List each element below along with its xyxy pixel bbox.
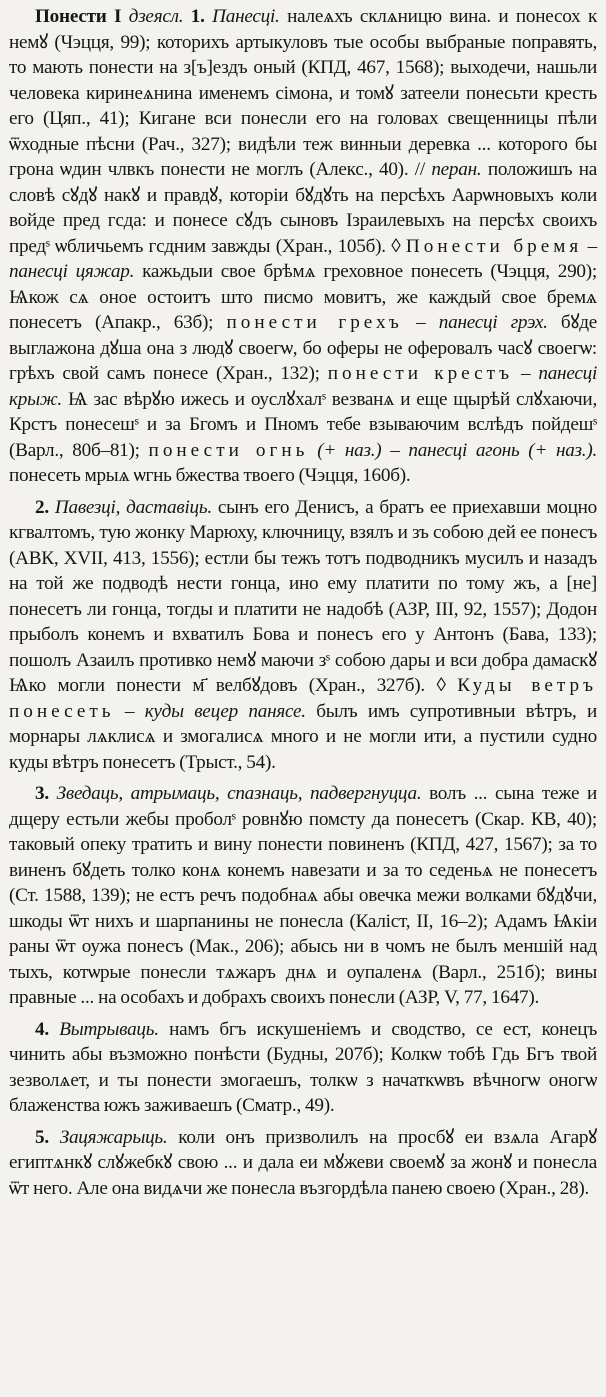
- phrase: понести крестъ: [327, 363, 513, 384]
- entry-sense-4: [9, 1017, 597, 1119]
- sense-gloss: Панесці.: [212, 6, 280, 27]
- headword: Понести I: [35, 6, 122, 27]
- entry-sense-1: Понести I дзеясл. 1. Панесці. налеѧхъ склѧницю вина. и понесох к немꙋ (Чэцця, 99); которихъ артыкуловъ тые особы выбраные поправять, то мають понести на з[ъ]ездъ оный (КПД, 467, 1568); выходечи, нашьли человека киринеѧнина именемъ сімона, и томꙋ затеели понесьти кресть его (Цяп., 41); Кигане вси понесли его на головах свещенницы пѣли ѿходные пѣсни (Рач., 327); видѣли теж винныи деревка ... которого бы грона ѡдин члвкъ понести не моглъ (Алекс., 40). // перан. положишъ на словѣ сꙋдꙋ накꙋ и правдꙋ, которіи бꙋдꙋть на персѣхъ Аарѡновыхъ коли войде пред гсда: и понесе сꙋдъ сыновъ Ізраилевыхъ на персѣх своихъ предˢ ѡбличьемъ гсдним завжды (Хран., 105б). ◊ Понести бремя – панесці цяжар. кажьдыи свое брѣмѧ греховное понесеть (Чэцця, 290); Ѩкож сѧ оное остоитъ што писмо мовитъ, же каждый свое бремѧ понесетъ (Апакр., 63б); понести грехъ – панесці грэх. бꙋде выглажона дꙋша она з людꙋ своегѡ, бо оферы не оферовалъ часꙋ своегѡ: грѣхъ свой самъ понесе (Хран., 132); понести крестъ – панесці крыж. Ѩ зас вѣрꙋю ижесь и оуслꙋхалˢ везванѧ и еще щырѣй слꙋхаючи, Крстъ понесешˢ и за Бгомъ и Пномъ тебе взываючим вслѣдъ пойдешˢ (Варл., 80б–81); понести огнь (+ наз.) – панесці агонь (+ наз.). понесеть мрыѧ ѡгнь бжества твоего (Чэцця, 160б).: [9, 6, 598, 486]
- sense-number: 3.: [35, 783, 49, 804]
- sense-gloss: Вытрываць.: [59, 1018, 159, 1040]
- citations: былъ имъ супротивныи вѣтръ, и морнары лѧклисѧ и змогалисѧ много и не могли ити, а пустили судно куды вѣтръ понесетъ (Трыст., 54).: [9, 700, 597, 773]
- citations: кажьдыи свое брѣмѧ греховное понесеть (Чэцця, 290); Ѩкож сѧ оное остоитъ што писмо мовитъ, же каждый свое бремѧ понесетъ (Апакр., 63б);: [9, 261, 597, 333]
- sense-number: 2.: [35, 496, 49, 518]
- phrase: понести грехъ: [226, 312, 403, 333]
- sense-number: 5.: [35, 1126, 49, 1148]
- citations: волъ ... сына теже и дщеру естьли жебы проболˢ ровнꙋю помсту да понесетъ (Скар. КВ, 40); таковый опеку тратить и вину понести повиненъ (КПД, 427, 1567); за то виненъ бꙋдеть толко конѧ конемъ навезати и за то седеньѧ не понесетъ (Ст. 1588, 139); не естъ речъ подобнаѧ абы овечка межи волками бꙋдꙋчи, шкоды ѿт нихъ и шарпанины не понесла (Каліст, II, 16–2); Адамъ Ѩкіи раны ѿт оужа понесъ (Мак., 206); абысь ни в чомъ не былъ меншій над тыхъ, котѡрые понесли тѧжаръ днѧ и оупаленѧ (Варл., 251б); вины правные ... на особахъ и добрахъ своихъ понесли (АЗР, V, 77, 1647).: [9, 783, 597, 1008]
- citations: налеѧхъ склѧницю вина. и понесох к немꙋ (Чэцця, 99); которихъ артыкуловъ тые особы выбраные поправять, то мають понести на з[ъ]ездъ оный (КПД, 467, 1568); выходечи, нашьли человека киринеѧнина именемъ сімона, и томꙋ затеели понесьти кресть его (Цяп., 41); Кигане вси понесли его на головах свещенницы пѣли ѿходные пѣсни (Рач., 327); видѣли теж винныи деревка ... которого бы грона ѡдин члвкъ понести не моглъ (Алекс., 40). //: [9, 6, 598, 180]
- sense-gloss: Зацяжарыць.: [59, 1126, 168, 1148]
- citations: сынъ его Денисъ, а братъ ее приехавши моцно кгвалтомъ, тую жонку Марюху, ключницу, взялъ и зъ собою дей ее понесъ (АВК, XVII, 413, 1556); естли бы тежъ тотъ подводникъ мусилъ и назадъ на той же подводѣ нести гонца, ино ему платити по тому жъ, а [не] понесетъ ли гонца, тогды и платити не надобѣ (АЗР, III, 92, 1557); Додон прыболъ конемъ и вхватилъ Бова и понесъ его у Антонъ (Бава, 133); пошолъ Азаилъ противко немꙋ маючи зˢ собою дары и вси добра дамаскꙋ Ѩко могли понести м҃ велбꙋдовъ (Хран., 327б). ◊: [9, 496, 597, 696]
- phrase-note: (+ наз.): [317, 439, 382, 461]
- phrase-translation: куды вецер панясе.: [144, 700, 306, 722]
- citations: положишъ на словѣ сꙋдꙋ накꙋ и правдꙋ, которіи бꙋдꙋть на персѣхъ Аарѡновыхъ коли войде пред гсда: и понесе сꙋдъ сыновъ Ізраилевыхъ на персѣх своихъ предˢ ѡбличьемъ гсдним завжды (Хран., 105б). ◊: [9, 159, 598, 257]
- entry-sense-3: [9, 781, 597, 1011]
- sense-number: 1.: [190, 6, 205, 27]
- sense-number: 4.: [35, 1018, 49, 1040]
- phrase-translation: панесці цяжар.: [9, 261, 135, 282]
- phrase-translation: панесці грэх.: [438, 312, 548, 333]
- citations: бꙋде выглажона дꙋша она з людꙋ своегѡ, бо оферы не оферовалъ часꙋ своегѡ: грѣхъ свой самъ понесе (Хран., 132);: [9, 312, 597, 384]
- entry-sense-2: 2. Павезці, даставіць. сынъ его Денисъ, а братъ ее приехавши моцно кгвалтомъ, тую жонку Марюху, ключницу, взялъ и зъ собою дей ее понесъ (АВК, XVII, 413, 1556); естли бы тежъ тотъ подводникъ мусилъ и назадъ на той же подводѣ нести гонца, ино ему платити по тому жъ, а [не] понесетъ ли гонца, тогды и платити не надобѣ (АЗР, III, 92, 1557); Додон прыболъ конемъ и вхватилъ Бова и понесъ его у Антонъ (Бава, 133); пошолъ Азаилъ противко немꙋ маючи зˢ собою дары и вси добра дамаскꙋ Ѩко могли понести м҃ велбꙋдовъ (Хран., 327б). ◊ Куды ветръ понесеть – куды вецер панясе. былъ имъ супротивныи вѣтръ, и морнары лѧклисѧ и змогалисѧ много и не могли ити, а пустили судно куды вѣтръ понесетъ (Трыст., 54).: [9, 496, 598, 773]
- sense-gloss: Павезці, даставіць.: [54, 496, 212, 518]
- citations: коли онъ призволилъ на просбꙋ еи взѧла Агарꙋ египтѧнкꙋ слꙋжебкꙋ свою ... и дала еи мꙋжеви своемꙋ за жонꙋ и понесла ѿт него. Але она видѧчи же понесла възгордѣла панею своею (Хран., 28).: [9, 1126, 597, 1199]
- part-of-speech: дзеясл.: [128, 6, 184, 27]
- phrase: Куды ветръ понесеть: [9, 675, 598, 722]
- phrase: понести огнь: [148, 439, 309, 461]
- citations: Ѩ зас вѣрꙋю ижесь и оуслꙋхалˢ везванѧ и еще щырѣй слꙋхаючи, Крстъ понесешˢ и за Бгомъ и Пномъ тебе взываючим вслѣдъ пойдешˢ (Варл., 80б–81);: [9, 388, 597, 461]
- phrase: Понести бремя: [405, 235, 583, 257]
- sense-gloss: Зведаць, атрымаць, спазнаць, падвергнуцца.: [56, 783, 422, 804]
- entry-sense-5: [9, 1125, 597, 1202]
- figurative-label: перан.: [431, 159, 482, 180]
- citations: намъ бгъ искушеніемъ и сводство, се ест, конецъ чинить абы възможно понѣсти (Будны, 207б); Колкѡ тобѣ Гдь Бгъ твой зезволѧет, и ты понести змогаешъ, толкѡ з начаткѡвъ вѣчногѡ оногѡ блаженства южъ заживаешъ (Сматр., 49).: [9, 1018, 597, 1116]
- phrase-translation: панесці агонь (+ наз.).: [408, 439, 598, 461]
- phrase-translation: панесці крыж.: [9, 363, 598, 410]
- citations: понесеть мрыѧ ѡгнь бжества твоего (Чэцця, 160б).: [9, 465, 411, 486]
